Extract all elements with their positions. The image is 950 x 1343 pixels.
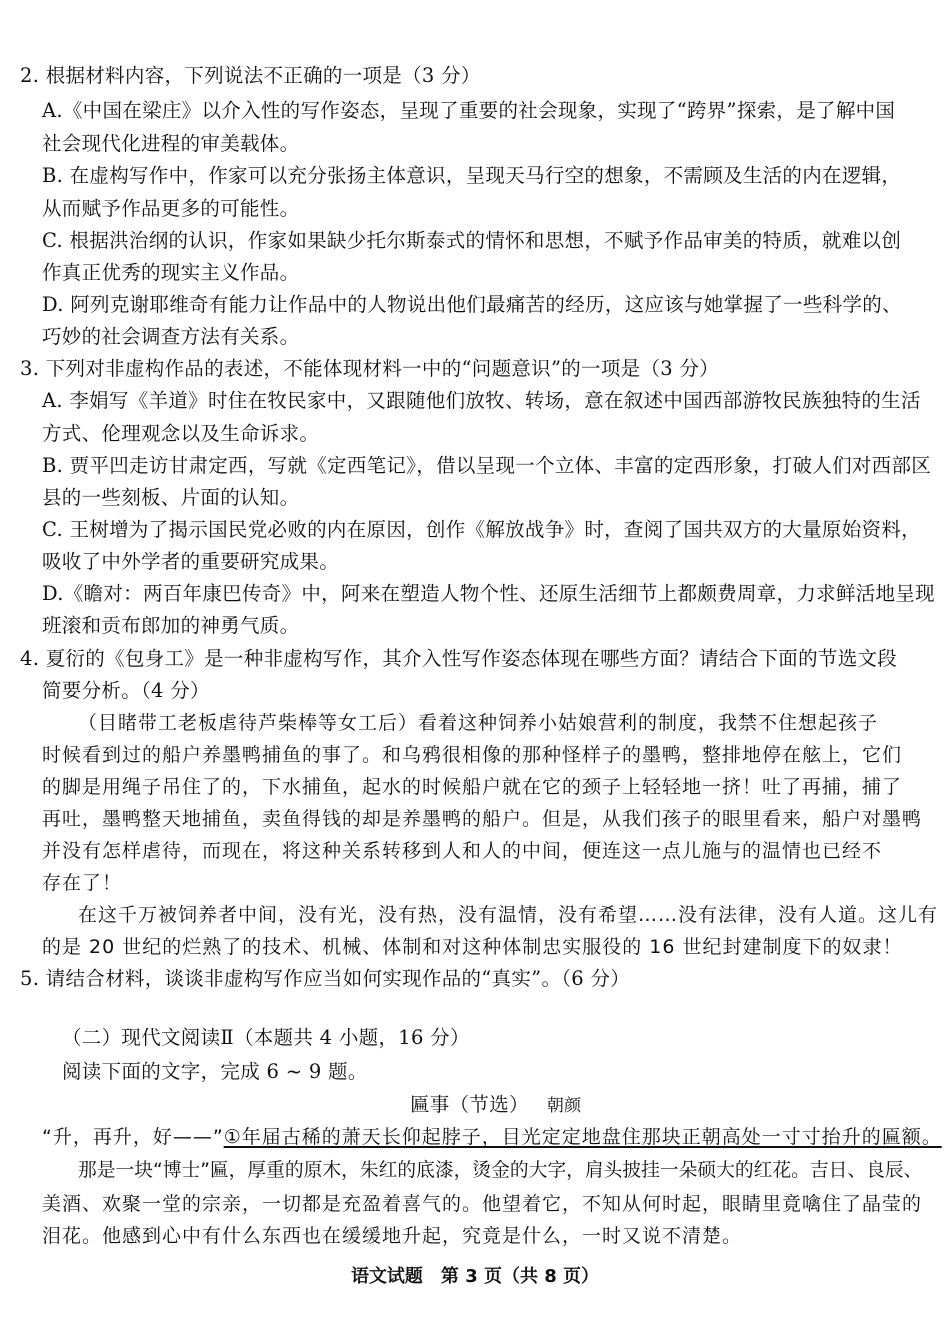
q5-stem: 5. 请结合材料，谈谈非虚构写作应当如何实现作品的“真实”。（6 分） [20, 967, 631, 990]
q4-passage-line4: 再吐，墨鸭整天地捕鱼，卖鱼得钱的却是养墨鸭的船户。但是，从我们孩子的眼里看来，船户对墨鸭 [42, 808, 923, 830]
q3-option-a-line1: A. 李娟写《羊道》时住在牧民家中，又跟随他们放牧、转场，意在叙述中国西部游牧民族独特的生活 [42, 389, 921, 412]
q2-option-d-line2: 巧妙的社会调查方法有关系。 [42, 325, 300, 348]
q4-stem-line2: 简要分析。（4 分） [42, 679, 210, 702]
story-title-line [410, 1091, 581, 1120]
q2-option-b-line2: 从而赋予作品更多的可能性。 [42, 197, 300, 220]
q2-option-b-line1: B. 在虚构写作中，作家可以充分张扬主体意识，呈现天马行空的想象，不需顾及生活的内在逻辑， [42, 164, 902, 187]
q3-option-a-line2: 方式、伦理观念以及生命诉求。 [42, 422, 320, 445]
q3-option-b-line2: 县的一些刻板、片面的认知。 [42, 486, 300, 509]
q2-option-c-line2: 作真正优秀的现实主义作品。 [42, 261, 300, 284]
q4-passage-line3: 的脚是用绳子吊住了的，下水捕鱼，起水的时候船户就在它的颈子上轻轻地一挤！吐了再捕，捕了 [42, 776, 903, 798]
q3-stem: 3. 下列对非虚构作品的表述，不能体现材料一中的“问题意识”的一项是（3 分） [20, 357, 720, 380]
story-line1-underlined-sentence: ①年届古稀的萧天长仰起脖子，目光定定地盘住那块正朝高处一寸寸抬升的匾额。 [223, 1126, 942, 1148]
q4-passage-line6: 存在了！ [42, 872, 123, 894]
q3-option-d-line1: D.《瞻对：两百年康巴传奇》中，阿来在塑造人物个性、还原生活细节上都颇费周章，力求鲜活地呈现 [42, 582, 935, 605]
q3-option-b-line1: B. 贾平凹走访甘肃定西，写就《定西笔记》，借以呈现一个立体、丰富的定西形象，打破人们对西部区 [42, 454, 932, 477]
q3-option-d-line2: 班滚和贡布郎加的神勇气质。 [42, 614, 300, 637]
q2-option-a-line1: A.《中国在梁庄》以介入性的写作姿态，呈现了重要的社会现象，实现了“跨界”探索，是了解中国 [42, 99, 896, 122]
story-title: 匾事（节选） [410, 1093, 529, 1116]
q4-passage-line7: 在这千万被饲养者中间，没有光，没有热，没有温情，没有希望……没有法律，没有人道。这儿有 [78, 904, 939, 926]
q4-stem-line1: 4. 夏衍的《包身工》是一种非虚构写作，其介入性写作姿态体现在哪些方面？请结合下面的节选文段 [20, 647, 898, 670]
story-line1-opening: “升，再升，好——” [42, 1126, 224, 1148]
section2-heading: （二）现代文阅读Ⅱ（本题共 4 小题，16 分） [62, 1026, 470, 1049]
page-footer: 语文试题 第 3 页（共 8 页） [350, 1266, 600, 1287]
section2-instruction: 阅读下面的文字，完成 6 ~ 9 题。 [62, 1060, 368, 1083]
story-line3: 美酒、欢聚一堂的宗亲，一切都是充盈着喜气的。他望着它，不知从何时起，眼睛里竟噙住了晶莹的 [42, 1193, 923, 1215]
q4-passage-line2: 时候看到过的船户养墨鸭捕鱼的事了。和乌鸦很相像的那种怪样子的墨鸭，整排地停在舷上，它们 [42, 744, 903, 766]
story-line1 [42, 1123, 942, 1151]
story-line2: 那是一块“博士”匾，厚重的原木，朱红的底漆，烫金的大字，肩头披挂一朵硕大的红花。吉日、良辰、 [78, 1160, 923, 1181]
q2-stem: 2. 根据材料内容，下列说法不正确的一项是（3 分） [20, 64, 481, 87]
q4-passage-line8: 的是 20 世纪的烂熟了的技术、机械、体制和对这种体制忠实服役的 16 世纪封建制度下的奴隶！ [42, 936, 903, 958]
story-line4: 泪花。他感到心中有什么东西也在缓缓地升起，究竟是什么，一时又说不清楚。 [42, 1225, 743, 1247]
story-author: 朝颜 [546, 1096, 582, 1116]
q2-option-a-line2: 社会现代化进程的审美载体。 [42, 132, 300, 155]
q2-option-c-line1: C. 根据洪治纲的认识，作家如果缺少托尔斯泰式的情怀和思想，不赋予作品审美的特质，就难以创 [42, 229, 902, 252]
q2-option-d-line1: D. 阿列克谢耶维奇有能力让作品中的人物说出他们最痛苦的经历，这应该与她掌握了一些科学的、 [42, 293, 902, 316]
q3-option-c-line2: 吸收了中外学者的重要研究成果。 [42, 550, 340, 573]
q3-option-c-line1: C. 王树增为了揭示国民党必败的内在原因，创作《解放战争》时，查阅了国共双方的大量原始资料， [42, 518, 921, 541]
q4-passage-line5: 并没有怎样虐待，而现在，将这种关系转移到人和人的中间，便连这一点儿施与的温情也已经不 [42, 840, 883, 862]
q4-passage-line1: （目睹带工老板虐待芦柴棒等女工后）看着这种饲养小姑娘营利的制度，我禁不住想起孩子 [78, 712, 879, 734]
